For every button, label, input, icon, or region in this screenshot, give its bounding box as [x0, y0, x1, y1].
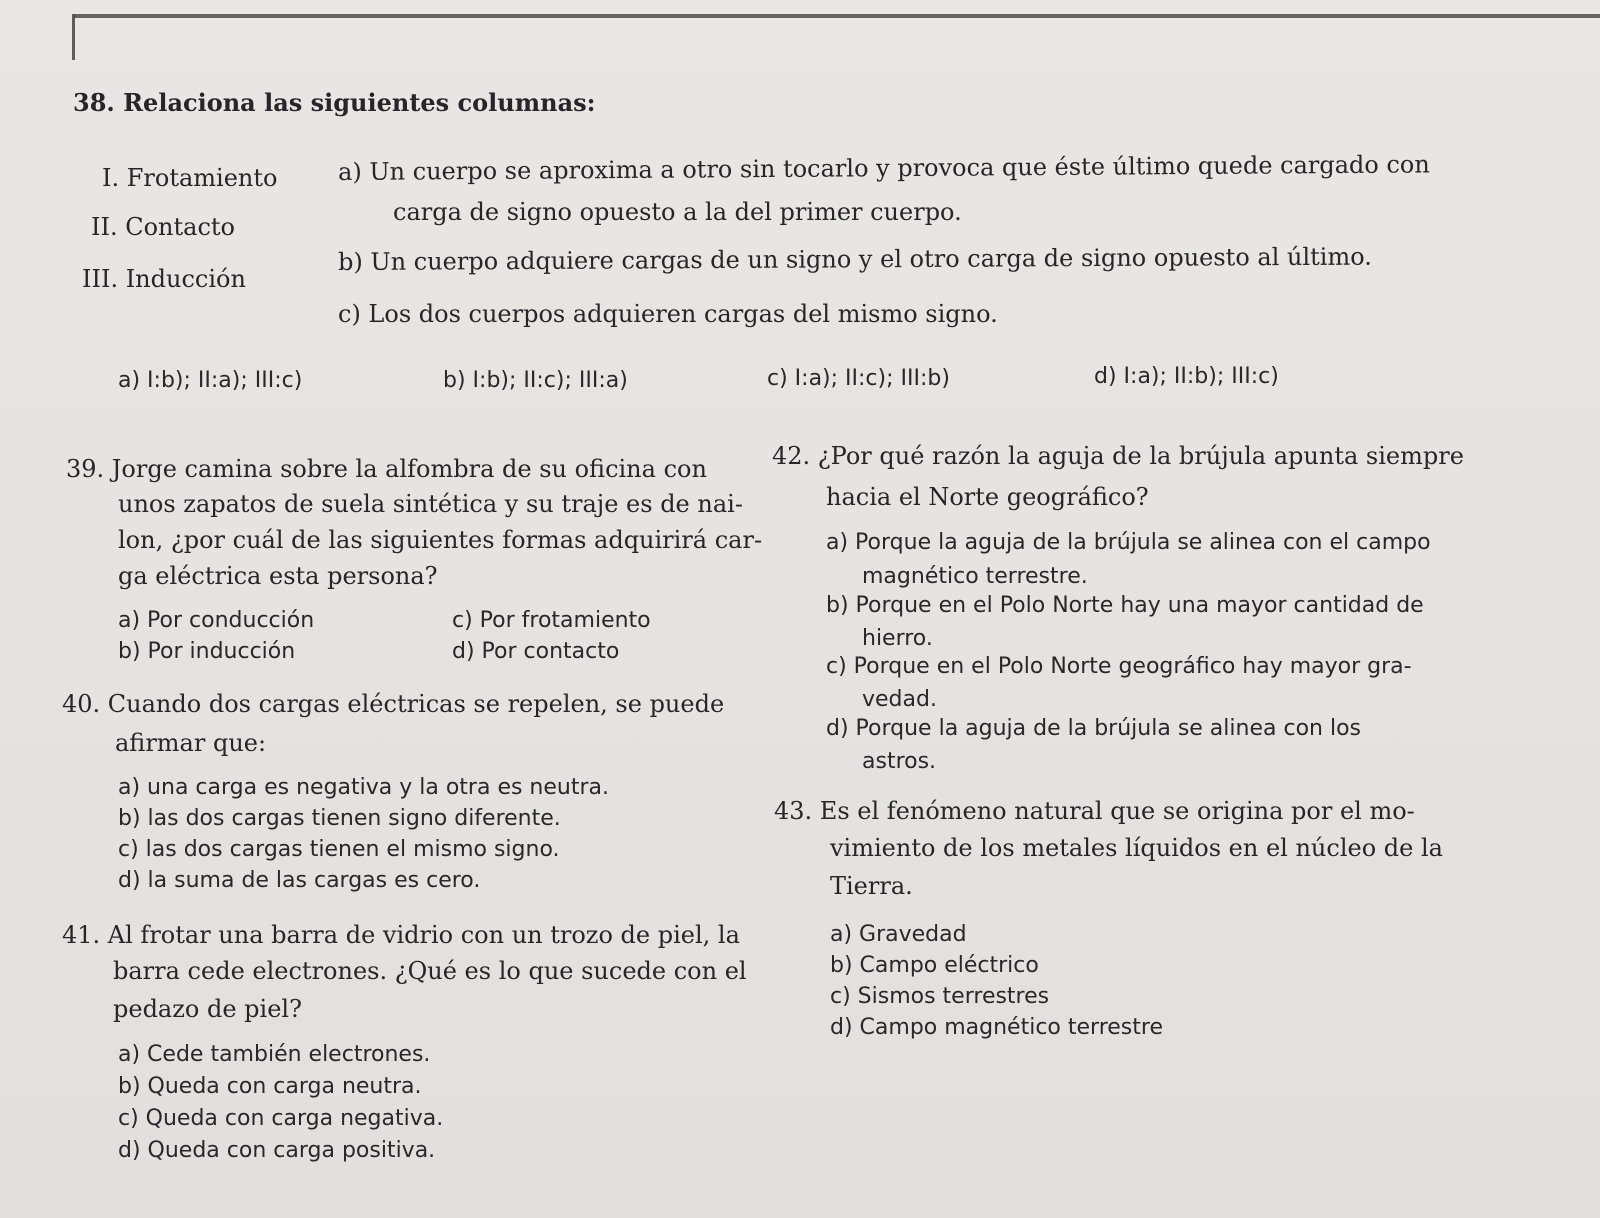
q41-option[interactable]: c) Queda con carga negativa.: [118, 1106, 444, 1131]
q39-option[interactable]: b) Por inducción: [118, 639, 296, 664]
q43-stem: vimiento de los metales líquidos en el núcleo de la: [830, 834, 1443, 862]
q42-option-continued: vedad.: [862, 687, 937, 712]
q43-option[interactable]: d) Campo magnético terrestre: [830, 1015, 1163, 1040]
q39-option[interactable]: a) Por conducción: [118, 608, 315, 633]
q42-stem: hacia el Norte geográfico?: [826, 483, 1149, 511]
q39-option[interactable]: c) Por frotamiento: [452, 608, 651, 633]
q41-stem: barra cede electrones. ¿Qué es lo que sucede con el: [113, 957, 747, 985]
q42-option[interactable]: a) Porque la aguja de la brújula se alinea con el campo: [826, 530, 1431, 555]
q43-option[interactable]: c) Sismos terrestres: [830, 984, 1050, 1009]
margin-rule: [72, 14, 75, 60]
q40-option[interactable]: b) las dos cargas tienen signo diferente.: [118, 806, 561, 831]
q40-option[interactable]: c) las dos cargas tienen el mismo signo.: [118, 837, 560, 862]
q41-option[interactable]: d) Queda con carga positiva.: [118, 1138, 436, 1163]
q39-option[interactable]: d) Por contacto: [452, 639, 620, 664]
q39-stem: unos zapatos de suela sintética y su traje es de nai-: [118, 490, 743, 518]
q43-stem: 43. Es el fenómeno natural que se origina por el mo-: [774, 797, 1415, 825]
q39-stem: 39. Jorge camina sobre la alfombra de su oficina con: [66, 455, 707, 483]
q40-option[interactable]: d) la suma de las cargas es cero.: [118, 868, 481, 893]
q40-stem: 40. Cuando dos cargas eléctricas se repelen, se puede: [62, 690, 725, 718]
q43-option[interactable]: a) Gravedad: [830, 922, 967, 947]
q42-option-continued: magnético terrestre.: [862, 564, 1088, 589]
q42-option[interactable]: b) Porque en el Polo Norte hay una mayor cantidad de: [826, 593, 1424, 618]
header-rule: [74, 14, 1600, 18]
q38-left-item: II. Contacto: [91, 213, 235, 241]
q38-left-item: I. Frotamiento: [102, 164, 278, 192]
q41-option[interactable]: a) Cede también electrones.: [118, 1042, 431, 1067]
q38-option[interactable]: d) I:a); II:b); III:c): [1094, 364, 1279, 389]
q41-stem: pedazo de piel?: [113, 995, 302, 1023]
q41-stem: 41. Al frotar una barra de vidrio con un trozo de piel, la: [62, 921, 740, 949]
q38-option[interactable]: a) I:b); II:a); III:c): [118, 368, 303, 393]
q38-right-item: carga de signo opuesto a la del primer cuerpo.: [393, 198, 962, 226]
q42-option[interactable]: c) Porque en el Polo Norte geográfico hay mayor gra-: [826, 654, 1412, 679]
q38-right-item: b) Un cuerpo adquiere cargas de un signo y el otro carga de signo opuesto al último.: [338, 242, 1372, 276]
q38-right-item: a) Un cuerpo se aproxima a otro sin tocarlo y provoca que éste último quede cargado con: [338, 150, 1430, 186]
q38-option[interactable]: c) I:a); II:c); III:b): [767, 366, 950, 391]
q38-title: 38. Relaciona las siguientes columnas:: [73, 88, 596, 117]
q42-option-continued: astros.: [862, 749, 937, 774]
q40-stem: afirmar que:: [115, 729, 267, 757]
q42-option-continued: hierro.: [862, 626, 933, 651]
q38-option[interactable]: b) I:b); II:c); III:a): [443, 368, 628, 393]
q38-right-item: c) Los dos cuerpos adquieren cargas del mismo signo.: [338, 300, 998, 328]
q42-stem: 42. ¿Por qué razón la aguja de la brújula apunta siempre: [772, 442, 1464, 470]
q38-left-item: III. Inducción: [82, 265, 246, 293]
q43-option[interactable]: b) Campo eléctrico: [830, 953, 1039, 978]
q41-option[interactable]: b) Queda con carga neutra.: [118, 1074, 422, 1099]
q42-option[interactable]: d) Porque la aguja de la brújula se alinea con los: [826, 716, 1361, 741]
q39-stem: lon, ¿por cuál de las siguientes formas adquirirá car-: [118, 526, 763, 554]
q40-option[interactable]: a) una carga es negativa y la otra es neutra.: [118, 775, 610, 800]
q43-stem: Tierra.: [830, 872, 913, 900]
q39-stem: ga eléctrica esta persona?: [118, 562, 438, 590]
